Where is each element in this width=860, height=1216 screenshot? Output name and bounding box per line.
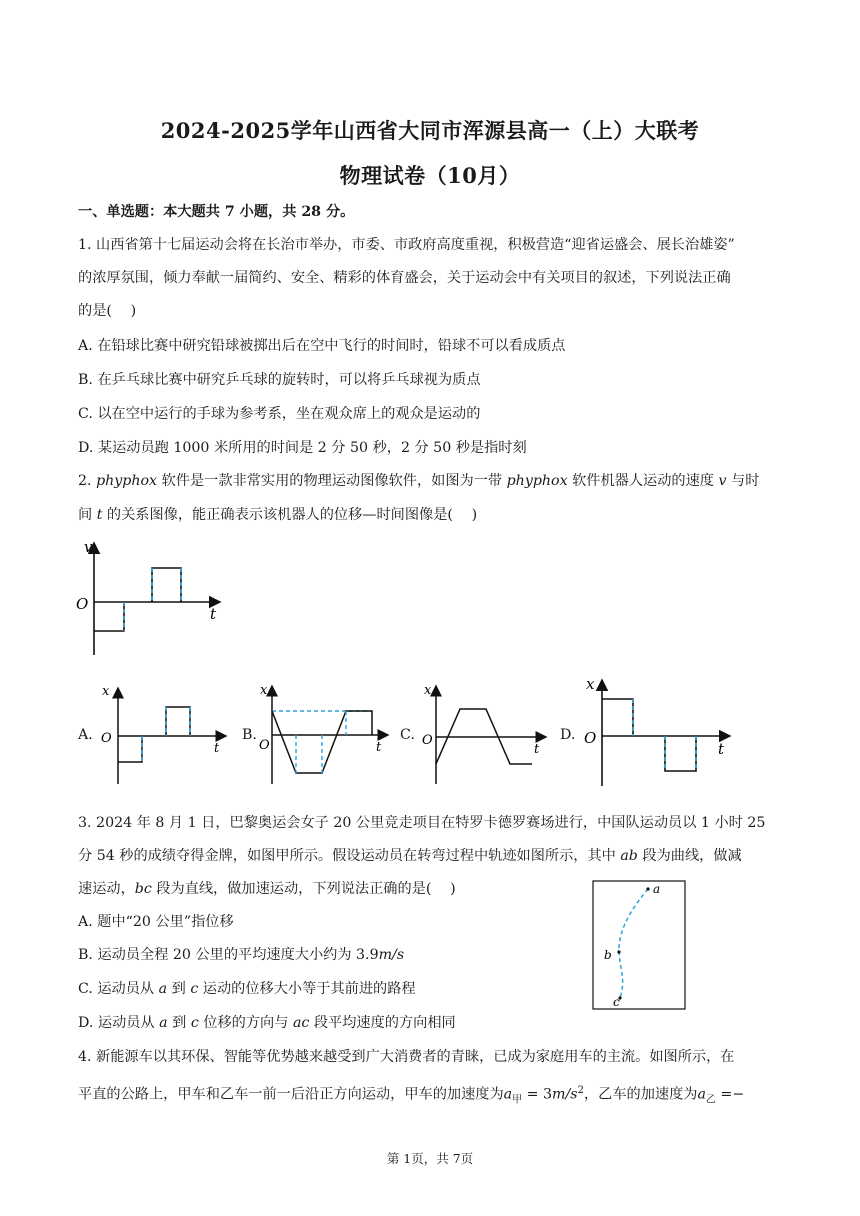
q4-stem-line1: 4. 新能源车以其环保、智能等优势越来越受到广大消费者的青睐，已成为家庭用车的主流。如图所示，在 (78, 1049, 735, 1065)
q2-var-v: v (718, 473, 727, 489)
q4-var-a-yi: a (697, 1086, 706, 1103)
q2-text-1: 软件是一款非常实用的物理运动图像软件，如图为一带 (157, 473, 507, 489)
q4-var-a-jia: a (503, 1086, 513, 1103)
q2-velocity-time-graph (72, 535, 232, 660)
q3-option-d-var-a: a (159, 1015, 168, 1031)
q2-text-3: 与时 (726, 473, 760, 489)
q3-option-a: A. 题中“20 公里”指位移 (78, 914, 234, 930)
b-origin-label: O (259, 738, 270, 753)
q4-sup-2: 2 (577, 1085, 584, 1096)
exam-title-line1: 2024-2025学年山西省大同市浑源县高一（上）大联考 (160, 118, 700, 143)
c-axis-x-label: x (424, 683, 432, 698)
q3-text-1: 分 54 秒的成绩夺得金牌，如图甲所示。假设运动员在转弯过程中轨迹如图所示，其中 (78, 848, 621, 864)
q1-option-a: A. 在铅球比赛中研究铅球被掷出后在空中飞行的时间时，铅球不可以看成质点 (78, 338, 566, 354)
q2-text-4: 间 (78, 507, 97, 523)
q4-stem-line2 (78, 1081, 744, 1111)
page-footer: 第 1页，共 7页 (386, 1151, 474, 1166)
q3-option-c-var-c: c (190, 981, 199, 997)
q3-option-d-text-3: 位移的方向与 (198, 1015, 293, 1031)
q2-option-b-graph (256, 680, 396, 790)
q2-option-c-graph (420, 680, 555, 790)
q3-trajectory-figure (592, 880, 686, 1010)
b-axis-x-label: x (260, 683, 268, 698)
q3-text-2: 段为曲线，做减 (637, 848, 742, 864)
trajectory-label-c: c (613, 995, 620, 1009)
q3-option-d-text-1: D. 运动员从 (78, 1015, 160, 1031)
q3-option-b-unit: m/s (378, 947, 405, 963)
q4-eq-2: =− (715, 1086, 745, 1103)
q2-option-a-label: A. (78, 727, 93, 743)
q2-option-b-label: B. (242, 727, 257, 743)
q3-text-4: 段为直线，做加速运动，下列说法正确的是( ) (151, 881, 456, 897)
vt-axis-v-label: v (84, 538, 93, 556)
q3-stem-line3 (78, 879, 456, 899)
q4-text-2: ，乙车的加速度为 (583, 1086, 698, 1103)
q4-eq-1: = 3 (522, 1086, 553, 1103)
q3-option-c (78, 979, 416, 999)
b-axis-t-label: t (376, 740, 382, 755)
q2-stem-line1 (78, 471, 759, 491)
q2-var-t: t (96, 507, 103, 523)
q2-app-name: phyphox (96, 473, 158, 489)
a-origin-label: O (101, 731, 112, 746)
vt-origin-label: O (76, 595, 89, 613)
d-axis-t-label: t (718, 740, 725, 758)
q3-option-d-text-2: 到 (167, 1015, 191, 1031)
c-origin-label: O (422, 733, 433, 748)
d-axis-x-label: x (586, 675, 595, 693)
q2-option-d-label: D. (560, 727, 576, 743)
a-axis-x-label: x (102, 684, 110, 699)
q3-option-d-var-c: c (190, 1015, 199, 1031)
section-heading: 一、单选题：本大题共 7 小题，共 28 分。 (78, 204, 355, 220)
q2-stem-line2 (78, 505, 477, 525)
q3-option-d (78, 1013, 456, 1033)
q1-stem-line3: 的是( ) (78, 303, 137, 319)
q3-var-ab: ab (620, 848, 638, 864)
q3-option-c-var-a: a (158, 981, 168, 997)
q1-option-c: C. 以在空中运行的手球为参考系，坐在观众席上的观众是运动的 (78, 406, 481, 422)
q4-text-1: 平直的公路上，甲车和乙车一前一后沿正方向运动，甲车的加速度为 (78, 1086, 504, 1103)
q4-sub-yi: 乙 (705, 1094, 716, 1106)
c-axis-t-label: t (534, 742, 540, 757)
q3-stem-line2 (78, 846, 742, 866)
trajectory-label-a: a (653, 882, 661, 896)
q2-option-c-label: C. (400, 727, 415, 743)
q2-option-d-graph (580, 672, 740, 790)
q1-stem-line2: 的浓厚氛围，倾力奉献一届简约、安全、精彩的体育盛会，关于运动会中有关项目的叙述，下列说法正确 (78, 270, 731, 286)
q3-option-c-text-1: C. 运动员从 (78, 981, 159, 997)
q3-option-d-text-4: 段平均速度的方向相同 (309, 1015, 456, 1031)
q2-number: 2. (78, 473, 92, 489)
q4-sub-jia: 甲 (512, 1094, 523, 1106)
q3-text-3: 速运动， (78, 881, 135, 897)
q3-stem-line1: 3. 2024 年 8 月 1 日，巴黎奥运会女子 20 公里竞走项目在特罗卡德罗赛场进行，中国队运动员以 1 小时 25 (78, 815, 766, 831)
a-axis-t-label: t (214, 741, 220, 756)
q1-option-b: B. 在乒乓球比赛中研究乒乓球的旋转时，可以将乒乓球视为质点 (78, 372, 481, 388)
exam-title-line2: 物理试卷（10月） (339, 163, 521, 188)
q2-option-a-graph (98, 680, 233, 790)
q2-text-2: 软件机器人运动的速度 (567, 473, 719, 489)
trajectory-label-b: b (604, 948, 612, 962)
d-origin-label: O (584, 729, 597, 747)
q1-option-d: D. 某运动员跑 1000 米所用的时间是 2 分 50 秒，2 分 50 秒是指时刻 (78, 440, 527, 456)
q2-text-5: 的关系图像，能正确表示该机器人的位移—时间图像是( ) (102, 507, 478, 523)
q2-app-name-2: phyphox (506, 473, 568, 489)
q3-var-bc: bc (134, 881, 152, 897)
q3-option-b (78, 945, 404, 965)
q3-option-c-text-3: 运动的位移大小等于其前进的路程 (198, 981, 416, 997)
q1-stem-line1: 1. 山西省第十七届运动会将在长治市举办，市委、市政府高度重视，积极营造“迎省运盛会、展长治雄姿” (78, 237, 735, 253)
q3-option-c-text-2: 到 (167, 981, 191, 997)
q3-option-b-text: B. 运动员全程 20 公里的平均速度大小约为 3.9 (78, 947, 379, 963)
q3-option-d-var-ac: ac (292, 1015, 310, 1031)
vt-axis-t-label: t (210, 605, 217, 623)
q4-unit: m/s (552, 1086, 578, 1103)
